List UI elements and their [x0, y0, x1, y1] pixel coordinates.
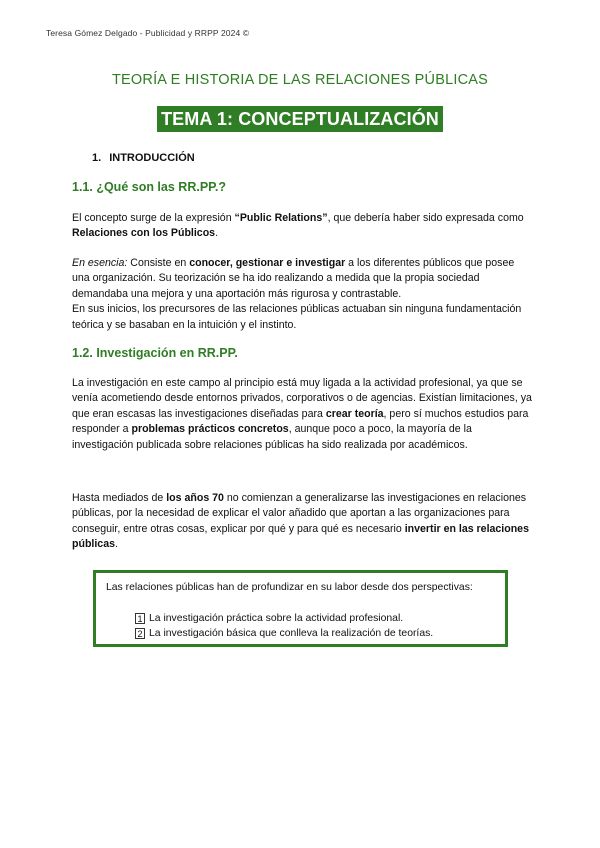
- bold-run: los años 70: [166, 492, 224, 504]
- course-title: TEORÍA E HISTORIA DE LAS RELACIONES PÚBLICAS: [112, 72, 488, 88]
- section-heading: [92, 152, 195, 164]
- section-number: 1.: [92, 152, 102, 164]
- paragraph-essence: [72, 256, 532, 333]
- text-run: .: [215, 227, 219, 240]
- text-run: a los diferentes públicos que posee una organización. Su teorización se ha ido realizando a medida que la propia sociedad demandaba una mejora y una aportación más rigurosa y contrastable.: [72, 257, 515, 300]
- paragraph-definition: [72, 211, 532, 242]
- author-line: Teresa Gómez Delgado - Publicidad y RRPP 2024: [46, 28, 241, 38]
- subsection-heading-1: 1.1. ¿Qué son las RR.PP.?: [72, 180, 226, 194]
- box-list-item: [135, 627, 433, 641]
- paragraph-research: [72, 376, 532, 453]
- number-one-icon: 1: [135, 613, 145, 624]
- theme-title-wrapper: [0, 106, 600, 132]
- perspectives-box: [93, 570, 508, 647]
- text-run: .: [114, 538, 118, 551]
- section-title: INTRODUCCIÓN: [109, 152, 195, 164]
- bold-run: problemas prácticos concretos: [131, 423, 289, 436]
- text-run: , aunque poco a poco, la mayoría de la investigación publicada sobre relaciones públicas ha sido realizada por académicos.: [72, 423, 472, 451]
- text-run: , pero sí muchos estudios para responder a: [72, 407, 529, 436]
- box-title: Las relaciones públicas han de profundizar en su labor desde dos perspectivas:: [106, 582, 473, 593]
- theme-title: TEMA 1: CONCEPTUALIZACIÓN: [157, 106, 443, 132]
- box-item-text: La investigación básica que conlleva la realización de teorías.: [149, 628, 434, 639]
- bold-run: Relaciones con los Públicos: [72, 227, 216, 240]
- number-two-icon: 2: [135, 628, 145, 639]
- paragraph-seventies: [72, 491, 532, 553]
- box-list-item: [135, 612, 403, 626]
- bold-run: conocer, gestionar e investigar: [189, 257, 346, 269]
- copyright-icon: ©: [242, 28, 250, 38]
- bold-run: crear teoría: [325, 407, 384, 420]
- text-run: El concepto surge de la expresión: [72, 212, 235, 224]
- italic-run: En esencia:: [72, 257, 128, 269]
- text-run: no comienzan a generalizarse las investigaciones en relaciones públicas, por la necesidad de explicar el valor añadido que aportan a las organizaciones para conseguir, entre otras cosas, explicar por qué y para qué es necesario: [72, 492, 527, 535]
- subsection-heading-2: 1.2. Investigación en RR.PP.: [72, 346, 238, 360]
- bold-run: “Public Relations”: [234, 212, 328, 224]
- text-run: En sus inicios, los precursores de las relaciones públicas actuaban sin ninguna fundamentación teórica y se basaban en la intuición y el instinto.: [72, 303, 522, 331]
- text-run: , que debería haber sido expresada como: [327, 212, 524, 224]
- bold-run: invertir en las relaciones públicas: [72, 522, 529, 551]
- box-item-text: La investigación práctica sobre la actividad profesional.: [149, 613, 404, 624]
- text-run: Hasta mediados de: [72, 492, 167, 504]
- page-header: [46, 28, 249, 38]
- text-run: Consiste en: [127, 257, 190, 269]
- text-run: La investigación en este campo al principio está muy ligada a la actividad profesional, ya que se venía acometiendo desde entornos privados, corporativos o de agencias. Existían limitaciones, ya que eran escasas las investigaciones diseñadas para: [72, 377, 532, 420]
